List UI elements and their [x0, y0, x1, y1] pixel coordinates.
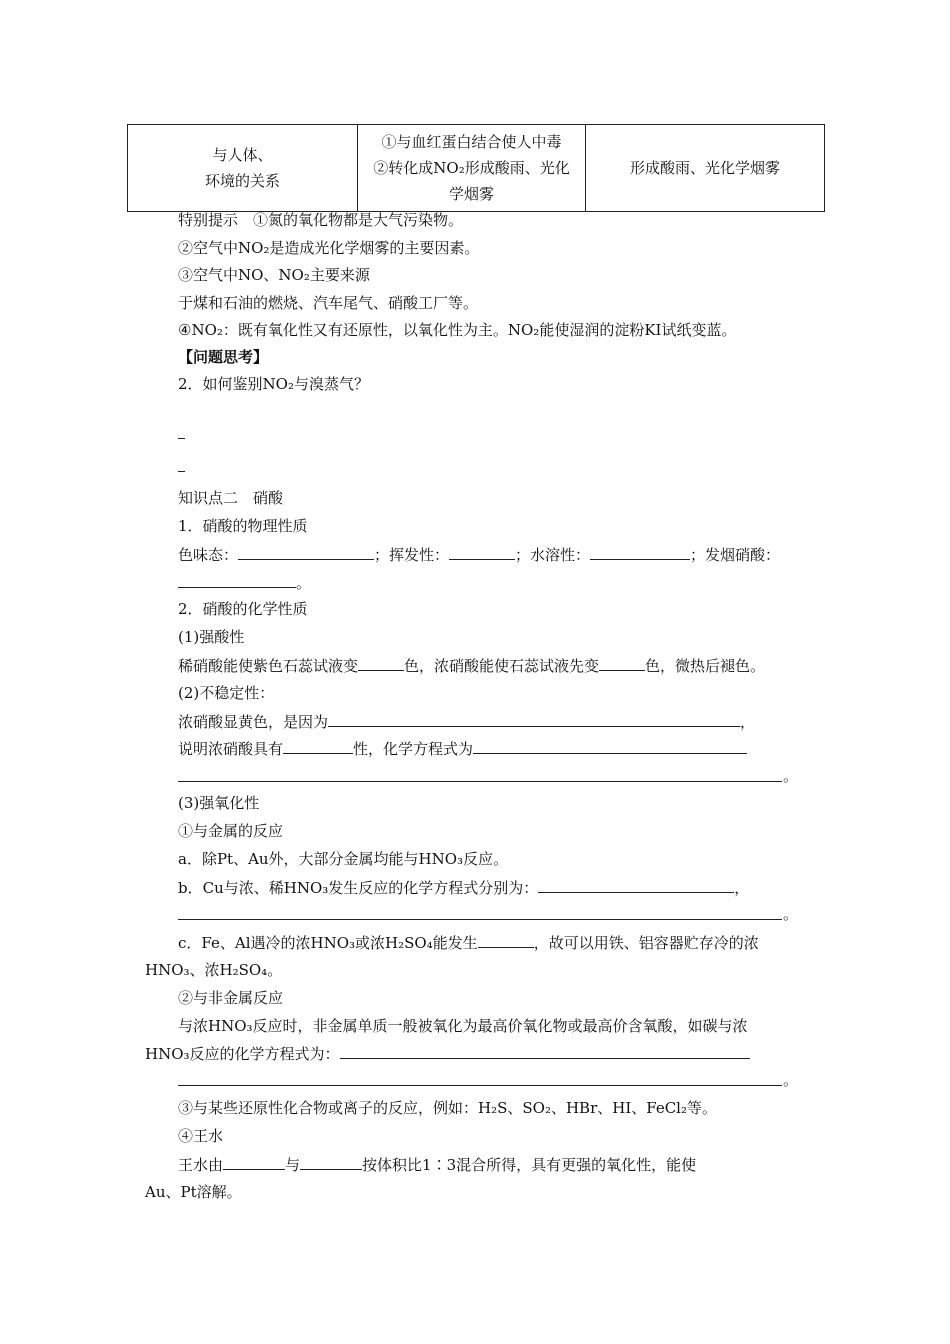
label: ，故可以用铁、铝容器贮存冷的浓 [533, 934, 759, 952]
fill-blank[interactable] [300, 1154, 362, 1170]
label: 与 [285, 1156, 301, 1174]
chemical-properties-heading: 2．硝酸的化学性质 [178, 600, 308, 618]
label: 说明浓硝酸具有 [178, 740, 284, 758]
label: HNO₃反应的化学方程式为： [145, 1045, 340, 1063]
fill-blank[interactable] [358, 655, 404, 671]
label: 色，浓硝酸能使石蕊试液先变 [404, 657, 600, 675]
period: 。 [783, 905, 799, 923]
aqua-regia-line [178, 1154, 696, 1175]
cell-line: 学烟雾 [448, 185, 494, 203]
fill-blank[interactable] [599, 655, 645, 671]
fill-blank[interactable] [340, 1043, 750, 1059]
fill-blank[interactable] [238, 544, 374, 560]
label: ；挥发性： [374, 546, 450, 564]
label: 王水由 [178, 1156, 224, 1174]
table-cell-no [358, 125, 586, 212]
metal-reaction-a: a．除Pt、Au外，大部分金属均能与HNO₃反应。 [178, 850, 509, 868]
cell-line: ①与血红蛋白结合使人中毒 [381, 133, 562, 151]
label: 。 [296, 574, 312, 592]
relation-table [127, 124, 825, 212]
label: 按体积比1∶3混合所得，具有更强的氧化性，能使 [362, 1156, 697, 1174]
cell-line: 与人体、 [212, 146, 273, 164]
fuming-line [178, 572, 311, 593]
nonmetal-line-a: 与浓HNO₃反应时，非金属单质一般被氧化为最高价氧化物或最高价含氧酸，如碳与浓 [178, 1017, 748, 1035]
metal-reaction-c [178, 932, 759, 953]
strong-acid-title: (1)强酸性 [178, 628, 245, 646]
label: 稀硝酸能使紫色石蕊试液变 [178, 657, 359, 675]
label: ， [740, 713, 756, 731]
physical-properties-heading: 1．硝酸的物理性质 [178, 517, 308, 535]
nonmetal-title: ②与非金属反应 [178, 989, 284, 1007]
unstable-title: (2)不稳定性： [178, 684, 275, 702]
metal-reaction-c-cont: HNO₃、浓H₂SO₄。 [145, 961, 283, 979]
fill-blank[interactable] [449, 544, 515, 560]
tip-line-5: ④NO₂：既有氧化性又有还原性，以氧化性为主。NO₂能使湿润的淀粉KI试纸变蓝。 [178, 321, 737, 339]
label: 色，微热后褪色。 [645, 657, 766, 675]
label: b．Cu与浓、稀HNO₃发生反应的化学方程式分别为： [178, 879, 539, 897]
metal-reaction-b [178, 877, 749, 898]
fill-blank[interactable] [478, 932, 534, 948]
nonmetal-line-b [145, 1043, 750, 1064]
oxidizing-title: (3)强氧化性 [178, 794, 260, 812]
label: 色味态： [178, 546, 239, 564]
period: 。 [783, 767, 799, 785]
answer-line [178, 471, 185, 472]
label: ；发烟硝酸： [690, 546, 781, 564]
fill-blank[interactable] [283, 738, 353, 754]
tip-line-4: 于煤和石油的燃烧、汽车尾气、硝酸工厂等。 [178, 294, 479, 312]
question-2: 2．如何鉴别NO₂与溴蒸气？ [178, 375, 369, 393]
fill-blank[interactable] [328, 711, 740, 727]
yellow-line [178, 711, 755, 732]
label: ， [734, 879, 750, 897]
question-header: 【问题思考】 [178, 348, 269, 366]
aqua-regia-title: ④王水 [178, 1127, 224, 1145]
physical-properties-line [178, 544, 780, 565]
fill-blank[interactable] [178, 572, 296, 588]
aqua-regia-cont: Au、Pt溶解。 [145, 1183, 242, 1201]
table-cell-no2: 形成酸雨、光化学烟雾 [586, 125, 825, 212]
fill-blank[interactable] [590, 544, 690, 560]
table-row [128, 125, 825, 212]
fill-blank[interactable] [473, 738, 747, 754]
label: 性，化学方程式为 [353, 740, 474, 758]
tip-line-1: 特别提示 ①氮的氧化物都是大气污染物。 [178, 211, 464, 229]
tip-line-3: ③空气中NO、NO₂主要来源 [178, 266, 370, 284]
answer-line[interactable] [178, 919, 782, 920]
explain-line [178, 738, 747, 759]
table-cell-category [128, 125, 358, 212]
fill-blank[interactable] [223, 1154, 285, 1170]
tip-line-2: ②空气中NO₂是造成光化学烟雾的主要因素。 [178, 239, 480, 257]
answer-line [178, 438, 185, 439]
label: c．Fe、Al遇冷的浓HNO₃或浓H₂SO₄能发生 [178, 934, 478, 952]
answer-line[interactable] [178, 781, 782, 782]
label: 浓硝酸显黄色，是因为 [178, 713, 329, 731]
label: ；水溶性： [515, 546, 591, 564]
fill-blank[interactable] [538, 877, 734, 893]
metal-reaction-title: ①与金属的反应 [178, 822, 284, 840]
strong-acid-line [178, 655, 765, 676]
cell-line: ②转化成NO₂形成酸雨、光化 [373, 159, 570, 177]
cell-line: 环境的关系 [204, 172, 280, 190]
period: 。 [783, 1071, 799, 1089]
section-title: 知识点二 硝酸 [178, 489, 284, 507]
reducing-line: ③与某些还原性化合物或离子的反应，例如：H₂S、SO₂、HBr、HI、FeCl₂等。 [178, 1099, 717, 1117]
answer-line[interactable] [178, 1085, 782, 1086]
